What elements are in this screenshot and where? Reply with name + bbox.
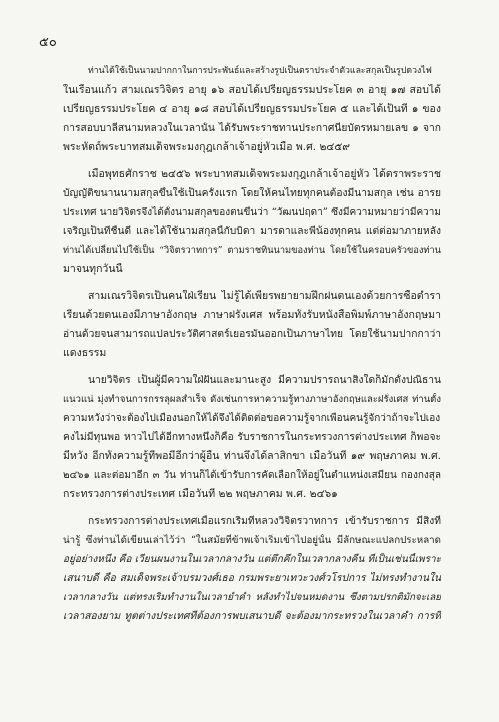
- text-line: การสอบบาลีสนามหลวงในเวลานั้น ได้รับพระราชทานประกาศนียบัตรหมายเลข ๑ จาก: [63, 122, 441, 134]
- text-line: เจริญเป็นที่ชื่นดี และได้ใช้นามสกุลนี้กับบิดา มารดาและพี่น้องทุกคน แต่ต่อมาภายหลัง: [63, 225, 441, 237]
- text-line: พระหัตถ์พระบาทสมเด็จพระมงกุฎเกล้าเจ้าอยู่หัวเมื่อ พ.ศ. ๒๔๕๙: [63, 141, 350, 153]
- text-line: ๒๔๖๑ และต่อมาอีก ๓ วัน ท่านก็ได้เข้ารับการคัดเลือกให้อยู่ในตำแหน่งเสมียน กองกงสุล: [63, 470, 441, 481]
- text-line: เมื่อพุทธศักราช ๒๔๕๖ พระบาทสมเด็จพระมงกุฎเกล้าเจ้าอยู่หัว ได้ตราพระราช: [88, 168, 441, 180]
- text-line: เวลากลางวัน แต่ทรงเริ่มทำงานในเวลาย่ำค่ำ หลังทำไปจนหมดงาน ซึ่งตามปรกติมักจะเลย: [63, 592, 441, 603]
- text-line: มีหวัง อีกทั้งความรู้ทีพอมีอีกว่าผู้อื่น ท่านจึงได้ลาสิกขา เมื่อวันที่ ๑๙ พฤษภาคม พ.ศ.: [63, 450, 441, 462]
- text-line: ในเรือนแก้ว สามเณรวิจิตร อายุ ๑๖ สอบได้เปรียญธรรมประโยค ๓ อายุ ๑๗ สอบได้: [63, 84, 441, 96]
- text-line: ประเทศ นายวิจิตรจึงได้ตั้งนามสกุลของตนขึ้นว่า “วัฒนปฤดา” ซึ่งมีความหมายว่ามีความ: [63, 207, 441, 218]
- text-line: กระทรวงการต่างประเทศ เมื่อวันที่ ๒๒ พฤษภาคม พ.ศ. ๒๔๖๑: [63, 488, 338, 500]
- text-line: แดงธรรม: [63, 347, 107, 359]
- text-line: อ่านด้วยจนสามารถแปลประวัติศาสตร์เยอรมันออกเป็นภาษาไทย โดยใช้นามปากกาว่า: [63, 328, 441, 340]
- text-line: เรียนด้วยตนเองมีภาษาอังกฤษ ภาษาฝรั่งเศส พร้อมทั้งรับหนังสือพิมพ์ภาษาอังกฤษมา: [63, 309, 441, 321]
- text-line: สามเณรวิจิตรเป็นคนใฝ่เรียน ไม่รู้ได้เพียรพยายามฝึกฝนตนเองด้วยการซื้อตำรา: [88, 290, 441, 302]
- text-line: นายวิจิตร เป็นผู้มีความใฝ่ฝันและมานะสูง มีความปรารถนาสิ่งใดก็มักตั้งปณิธาน: [88, 374, 441, 386]
- text-line: คงไม่มีทุนพอ หาวไปได้อีกทางหนึ่งก็คือ รับราชการในกระทรวงการต่างประเทศ ก็พอจะ: [63, 431, 441, 443]
- text-line: น่ารู้ ซึ่งท่านได้เขียนเล่าไว้ว่า “ในสมัยที่ข้าพเจ้าเริ่มเข้าไปอยู่นั้น มีลักษณะแปลกประหลาด: [63, 535, 441, 546]
- text-line: กระทรวงการต่างประเทศเมื่อแรกเริ่มที่หลวงวิจิตรวาทการ เข้ารับราชการ มีสิ่งที่: [88, 515, 441, 527]
- text-line: เสนาบดี คือ สมเด็จพระเจ้าบรมวงศ์เธอ กรมพระยาเทวะวงศ์วโรปการ ไม่ทรงทำงานใน: [63, 572, 441, 584]
- text-line: มาจนทุกวันนี้: [63, 263, 123, 275]
- text-line: ท่านได้เปลี่ยนไปใช้เป็น “วิจิตรวาทการ” ตามราชทินนามของท่าน โดยใช้ในครอบครัวของท่าน: [63, 245, 441, 256]
- text-line: บัญญัติขนานนามสกุลขึ้นใช้เป็นครั้งแรก โดยให้คนไทยทุกคนต้องมีนามสกุล เช่น อารย: [63, 187, 441, 199]
- text-line: เปรียญธรรมประโยค ๔ อายุ ๑๘ สอบได้เปรียญธรรมประโยค ๕ และได้เป็นที่ ๑ ของ: [63, 103, 441, 115]
- text-line: เวลาสองยาม ทูตต่างประเทศที่ต้องการพบเสนาบดี จะต้องมากระทรวงในเวลาค่ำ การที่: [63, 610, 441, 622]
- text-line: ท่านได้ใช้เป็นนามปากกาในการประพันธ์และสร้างรูปเป็นตราประจำตัวและสกุลเป็นรูปดวงไฟ: [88, 66, 432, 76]
- text-line: อยู่อย่างหนึ่ง คือ เวียนผนงานในเวลากลางวัน แต่ตึกคึกในเวลากลางคืน ที่เป็นเช่นนี้เพราะ: [63, 554, 441, 565]
- text-line: ความหวังว่าจะต้องไปเมืองนอกให้ได้จึงได้ติดต่อขอความรู้จากเพื่อนคนรู้จักว่าถ้าจะไปเอง: [63, 413, 441, 424]
- text-line: แนวแน่ มุ่งทำจนการกรรลุผลสำเร็จ ดังเช่นการหาความรู้ทางภาษาอังกฤษและฝรั่งเศส ท่านตั้ง: [63, 394, 441, 405]
- page-number: ๕๐: [39, 35, 57, 50]
